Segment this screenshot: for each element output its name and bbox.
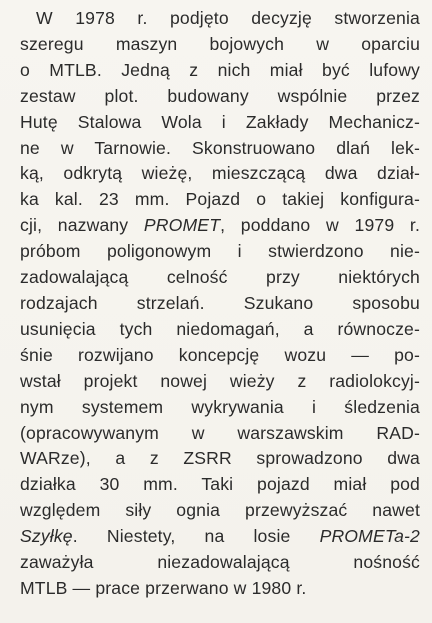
text-segment: o MTLB. Jedną z nich miał być lufowy [20, 59, 420, 80]
text-line [20, 550, 420, 576]
text-line [20, 32, 420, 58]
text-line [20, 6, 420, 32]
text-segment: działka 30 mm. Taki pojazd miał pod [20, 474, 420, 495]
text-line [20, 369, 420, 395]
text-line [20, 239, 420, 265]
text-segment: cji, nazwany [20, 215, 144, 236]
text-line [20, 187, 420, 213]
text-line [20, 265, 420, 291]
text-segment: szeregu maszyn bojowych w oparciu [20, 33, 420, 54]
text-segment: . Niestety, na losie [72, 526, 320, 547]
text-line [20, 136, 420, 162]
text-line [20, 472, 420, 498]
italic-text: Szyłkę [20, 526, 73, 547]
text-segment: usunięcia tych niedomagań, a równocze- [20, 318, 420, 339]
italic-text: PROMETa-2 [319, 526, 420, 547]
text-segment: zadowalającą celność przy niektórych [20, 267, 420, 288]
text-segment: W 1978 r. podjęto decyzję stworzenia [36, 8, 420, 28]
text-line [20, 317, 420, 343]
text-segment: względem siły ognia przewyższać nawet [20, 500, 420, 521]
italic-text: PROMET [143, 215, 221, 236]
text-segment: ka kal. 23 mm. Pojazd o takiej konfigura- [20, 189, 420, 210]
text-segment: Hutę Stalowa Wola i Zakłady Mechanicz- [20, 111, 420, 132]
text-line [20, 395, 420, 421]
text-segment: zaważyła niezadowalającą nośność [20, 552, 420, 573]
text-line [20, 161, 420, 187]
text-segment: zestaw plot. budowany wspólnie przez [20, 85, 420, 106]
text-segment: ką, odkrytą wieżę, mieszczącą dwa dział- [20, 163, 420, 184]
text-segment: ne w Tarnowie. Skonstruowano dlań lek- [20, 137, 420, 158]
text-line [20, 110, 420, 136]
text-segment: wstał projekt nowej wieży z radiolokcyj- [20, 370, 420, 391]
text-line [20, 446, 420, 472]
text-segment: WARze), a z ZSRR sprowadzono dwa [20, 448, 420, 469]
text-line [20, 291, 420, 317]
text-segment: nym systemem wykrywania i śledzenia [20, 396, 420, 417]
text-line [20, 576, 420, 602]
text-line [20, 58, 420, 84]
text-segment: śnie rozwijano koncepcję wozu — po- [20, 344, 420, 365]
article-paragraph [20, 6, 420, 602]
text-line [20, 421, 420, 447]
text-line [20, 343, 420, 369]
text-line [20, 524, 420, 550]
text-segment: rodzajach strzelań. Szukano sposobu [20, 292, 420, 313]
text-segment: , poddano w 1979 r. [220, 215, 420, 236]
text-segment: MTLB — prace przerwano w 1980 r. [20, 577, 307, 598]
text-line [20, 84, 420, 110]
text-line [20, 498, 420, 524]
text-line [20, 213, 420, 239]
text-segment: (opracowywanym w warszawskim RAD- [20, 422, 420, 443]
text-segment: próbom poligonowym i stwierdzono nie- [20, 241, 420, 262]
